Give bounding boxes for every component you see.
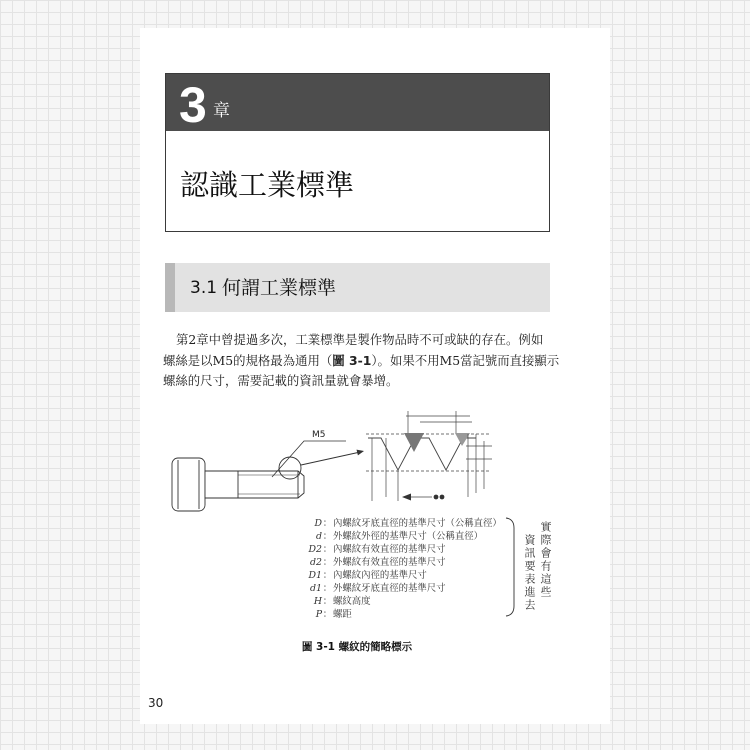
side-note-left-column: 資訊要表進去	[523, 534, 536, 612]
legend-separator: ：	[322, 570, 333, 581]
paragraph-line-3: 螺絲的尺寸，需要記載的資訊量就會暴增。	[163, 373, 399, 388]
legend-symbol: d1	[310, 583, 322, 594]
chapter-number: 3	[179, 77, 207, 133]
axis-indicator-dot-1	[434, 495, 439, 500]
internal-thread-tooth	[404, 433, 424, 452]
detail-arrow-head	[357, 450, 365, 456]
thread-profile-detail	[366, 411, 492, 501]
legend-text: 外螺紋有效直徑的基準尺寸	[333, 557, 446, 568]
paragraph-line-2-end: ）。如果不用M5當記號而直接顯示	[371, 352, 560, 368]
chapter-bar	[166, 74, 549, 131]
legend-bracket	[506, 518, 514, 616]
legend-text: 螺距	[333, 609, 352, 620]
figure-reference: 圖 3-1	[332, 352, 372, 368]
side-note-right-column: 實際會有這些	[539, 521, 552, 599]
legend-symbol: d	[315, 531, 322, 542]
chapter-label: 章	[213, 101, 230, 121]
detail-arrow-line	[301, 453, 358, 466]
body-paragraph	[163, 330, 560, 392]
legend-separator: ：	[322, 557, 333, 568]
page-number: 30	[148, 696, 164, 710]
legend-separator: ：	[322, 518, 333, 529]
legend-item	[298, 530, 502, 543]
legend-symbol: H	[313, 596, 322, 607]
chapter-header	[165, 73, 550, 232]
axis-indicator-dot-2	[440, 495, 445, 500]
external-thread-profile	[368, 438, 476, 470]
thread-symbol-legend	[298, 517, 502, 621]
axis-indicator-arrow	[402, 494, 411, 501]
legend-text: 外螺紋外徑的基準尺寸（公稱直徑）	[333, 531, 484, 542]
section-heading	[165, 263, 550, 312]
section-title: 何謂工業標準	[222, 277, 337, 299]
legend-item	[298, 556, 502, 569]
legend-separator: ：	[322, 544, 333, 555]
legend-separator: ：	[322, 609, 333, 620]
legend-symbol: D2	[308, 544, 322, 555]
legend-symbol: D	[314, 518, 322, 529]
paragraph-line-1: 第2章中曾提過多次，工業標準是製作物品時不可或缺的存在。例如	[176, 332, 544, 347]
legend-item	[298, 569, 502, 582]
legend-separator: ：	[322, 596, 333, 607]
legend-text: 外螺紋牙底直徑的基準尺寸	[333, 583, 446, 594]
m5-label: M5	[312, 430, 326, 440]
legend-symbol: d2	[310, 557, 322, 568]
legend-symbol: D1	[308, 570, 322, 581]
legend-text: 內螺紋內徑的基準尺寸	[333, 570, 427, 581]
section-accent-bar	[165, 263, 175, 312]
paragraph-line-2	[163, 351, 560, 372]
legend-symbol: P	[315, 609, 322, 620]
legend-item	[298, 595, 502, 608]
bolt-head	[172, 458, 205, 511]
legend-separator: ：	[322, 531, 333, 542]
chapter-title: 認識工業標準	[180, 168, 355, 202]
bolt-drawing	[172, 458, 304, 511]
legend-item	[298, 517, 502, 530]
legend-separator: ：	[322, 583, 333, 594]
legend-item	[298, 608, 502, 621]
legend-text: 螺紋高度	[333, 596, 371, 607]
figure-caption: 圖 3-1 螺紋的簡略標示	[301, 641, 413, 653]
legend-text: 內螺紋有效直徑的基準尺寸	[333, 544, 446, 555]
book-page	[140, 28, 610, 724]
legend-item	[298, 582, 502, 595]
section-number: 3.1	[190, 278, 218, 298]
legend-item	[298, 543, 502, 556]
legend-text: 內螺紋牙底直徑的基準尺寸（公稱直徑）	[333, 518, 502, 529]
paragraph-line-2-start: 螺絲是以M5的規格最為通用（	[163, 352, 333, 368]
